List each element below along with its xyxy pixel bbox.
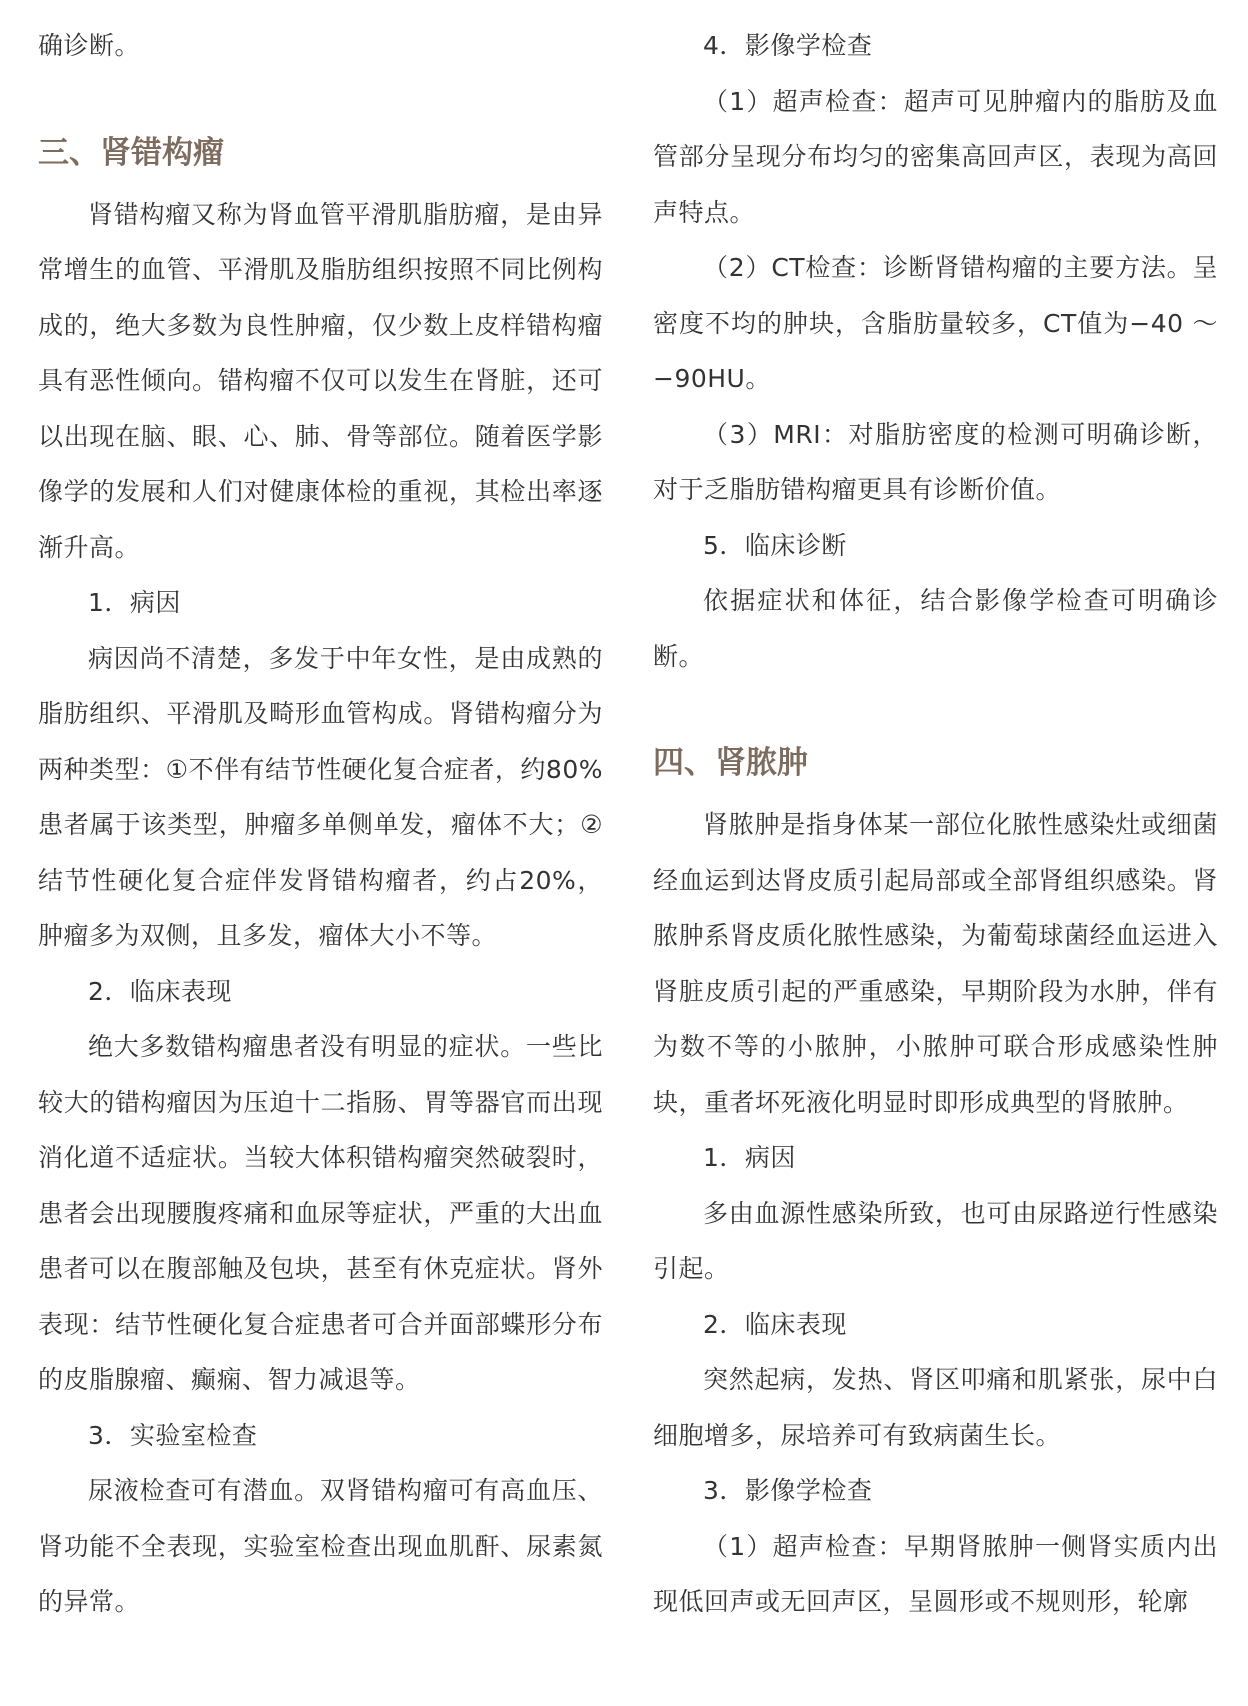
- subheading-abscess-etiology: 1．病因: [703, 1143, 796, 1172]
- subheading-abscess-imaging: 3．影像学检查: [703, 1476, 873, 1505]
- section-intro-abscess: 肾脓肿是指身体某一部位化脓性感染灶或细菌经血运到达肾皮质引起局部或全部肾组织感染。肾脓肿系肾皮质化脓性感染，为葡萄球菌经血运进入肾脏皮质引起的严重感染，早期阶段为水肿，伴有为数不等的小脓肿，小脓肿可联合形成感染性肿块，重者坏死液化明显时即形成典型的肾脓肿。: [653, 810, 1218, 1117]
- subheading-etiology: 1．病因: [88, 588, 181, 617]
- subheading-clinical: 2．临床表现: [88, 976, 232, 1006]
- paragraph-mri: （3）MRI：对脂肪密度的检测可明确诊断，对于乏脂肪错构瘤更具有诊断价值。: [653, 419, 1218, 504]
- left-column: [38, 0, 603, 1630]
- section-intro: 肾错构瘤又称为肾血管平滑肌脂肪瘤，是由异常增生的血管、平滑肌及脂肪组织按照不同比例构成的，绝大多数为良性肿瘤，仅少数上皮样错构瘤具有恶性倾向。错构瘤不仅可以发生在肾脏，还可以出现在脑、眼、心、肺、骨等部位。随着医学影像学的发展和人们对健康体检的重视，其检出率逐渐升高。: [38, 199, 603, 562]
- paragraph-abscess-ultrasound: （1）超声检查：早期肾脓肿一侧肾实质内出现低回声或无回声区，呈圆形或不规则形，轮廓: [653, 1531, 1218, 1616]
- subheading-imaging: 4．影像学检查: [703, 31, 873, 60]
- subheading-lab: 3．实验室检查: [88, 1420, 258, 1450]
- continuation-text: 确诊断。: [38, 31, 141, 60]
- paragraph-diagnosis: 依据症状和体征，结合影像学检查可明确诊断。: [653, 586, 1218, 671]
- paragraph-etiology: 病因尚不清楚，多发于中年女性，是由成熟的脂肪组织、平滑肌及畸形血管构成。肾错构瘤分为两种类型：①不伴有结节性硬化复合症者，约80%患者属于该类型，肿瘤多单侧单发，瘤体不大；②结节性硬化复合症伴发肾错构瘤者，约占20%，肿瘤多为双侧，且多发，瘤体大小不等。: [38, 643, 603, 950]
- paragraph-ultrasound: （1）超声检查：超声可见肿瘤内的脂肪及血管部分呈现分布均匀的密集高回声区，表现为高回声特点。: [653, 86, 1218, 227]
- section-title-renal-abscess: 四、肾脓肿: [653, 745, 808, 781]
- paragraph-clinical: 绝大多数错构瘤患者没有明显的症状。一些比较大的错构瘤因为压迫十二指肠、胃等器官而出现消化道不适症状。当较大体积错构瘤突然破裂时，患者会出现腰腹疼痛和血尿等症状，严重的大出血患者可以在腹部触及包块，甚至有休克症状。肾外表现：结节性硬化复合症患者可合并面部蝶形分布的皮脂腺瘤、癫痫、智力减退等。: [38, 1032, 603, 1394]
- paragraph-lab: 尿液检查可有潜血。双肾错构瘤可有高血压、肾功能不全表现，实验室检查出现血肌酐、尿素氮的异常。: [38, 1476, 603, 1616]
- subheading-abscess-clinical: 2．临床表现: [703, 1309, 847, 1339]
- right-column: [653, 0, 1218, 1630]
- paragraph-abscess-etiology: 多由血源性感染所致，也可由尿路逆行性感染引起。: [653, 1198, 1218, 1283]
- paragraph-abscess-clinical: 突然起病，发热、肾区叩痛和肌紧张，尿中白细胞增多，尿培养可有致病菌生长。: [653, 1365, 1218, 1450]
- section-title-angiomyolipoma: 三、肾错构瘤: [38, 134, 224, 171]
- paragraph-ct: （2）CT检查：诊断肾错构瘤的主要方法。呈密度不均的肿块，含脂肪量较多，CT值为−40 ～ −90HU。: [653, 253, 1218, 393]
- subheading-diagnosis: 5．临床诊断: [703, 530, 847, 560]
